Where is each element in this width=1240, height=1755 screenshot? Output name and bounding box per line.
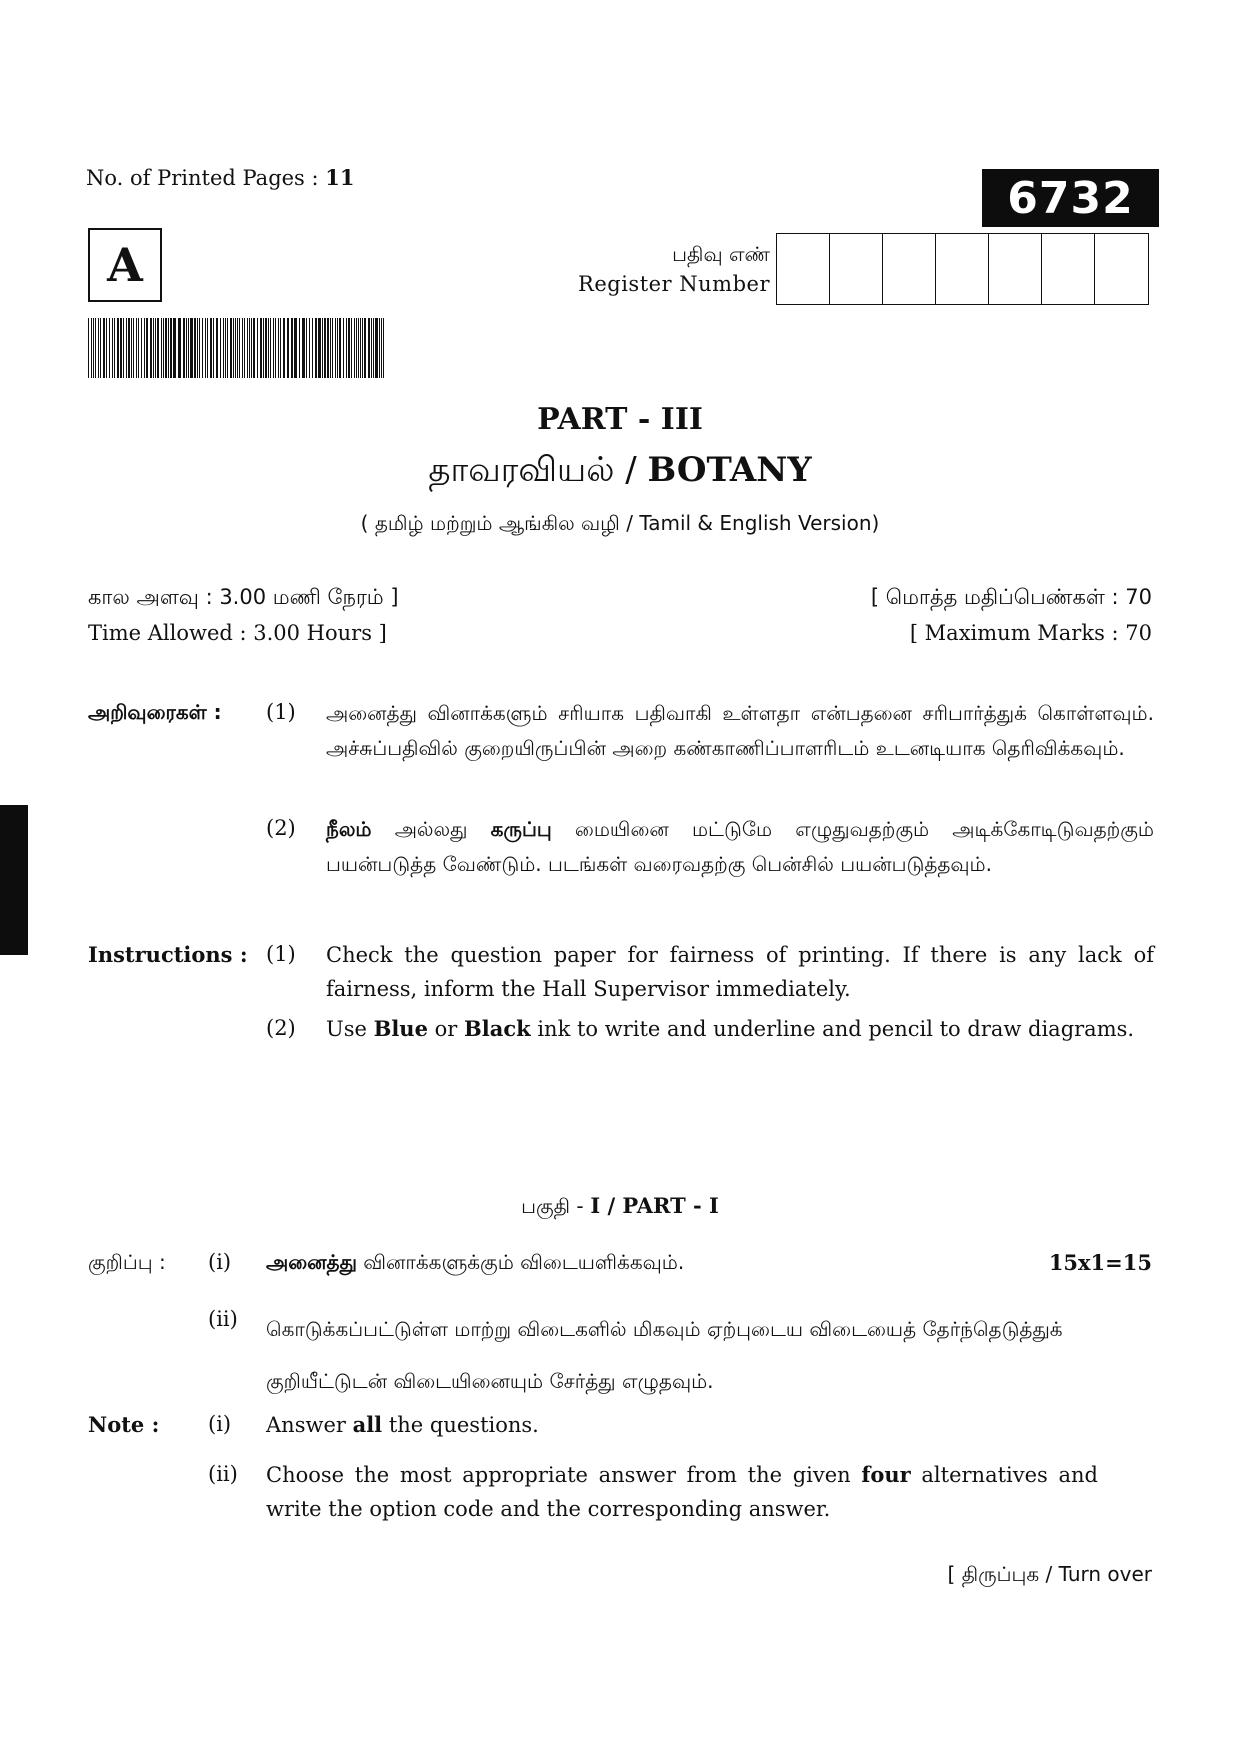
part-title: PART - III <box>537 402 703 437</box>
series-letter: A <box>88 228 162 302</box>
instructions-label-tamil: அறிவுரைகள் : <box>88 700 222 724</box>
version-line <box>0 511 1240 538</box>
subject-title-tamil: தாவரவியல் / <box>428 450 637 490</box>
instruction-pre: Use <box>326 1017 374 1041</box>
register-digit-box[interactable] <box>777 234 830 304</box>
note-label-english: Note : <box>88 1412 160 1437</box>
note-pre: Answer <box>266 1413 353 1437</box>
register-digit-box[interactable] <box>989 234 1042 304</box>
instruction-rest: மையினை மட்டுமே எழுதுவதற்கும் அடிக்கோடிடுவதற்கும் பயன்படுத்த வேண்டும். படங்கள் வரைவதற்கு பென்சில் பயன்படுத்தவும். <box>326 817 1154 876</box>
instruction-number: (2) <box>266 816 296 840</box>
note-number: (ii) <box>208 1462 238 1486</box>
subject-title-english: BOTANY <box>647 450 812 490</box>
register-digit-box[interactable] <box>830 234 883 304</box>
register-digit-box[interactable] <box>936 234 989 304</box>
turn-over-text: [ திருப்புக / Turn over <box>947 1562 1152 1586</box>
instruction-text-tamil-1: அனைத்து வினாக்களும் சரியாக பதிவாகி உள்ளதா என்பதனை சரிபார்த்துக் கொள்ளவும். அச்சுப்பதிவில் குறையிருப்பின் அறை கண்காணிப்பாளரிடம் உடனடியாக தெரிவிக்கவும். <box>326 701 1154 760</box>
ink-blue: Blue <box>373 1016 428 1041</box>
section-heading-english: I / PART - I <box>590 1193 719 1218</box>
instruction-text-english-1: Check the question paper for fairness of printing. If there is any lack of fairness, inform the Hall Supervisor immediately. <box>326 943 1154 1001</box>
note-rest-tamil: வினாக்களுக்கும் விடையளிக்கவும். <box>356 1250 685 1274</box>
printed-pages-label: No. of Printed Pages : <box>86 166 319 190</box>
note-rest: the questions. <box>382 1413 539 1437</box>
instruction-text-english-2 <box>326 1012 1154 1046</box>
printed-pages <box>86 165 355 190</box>
conjunction: or <box>427 1017 464 1041</box>
note-number: (i) <box>208 1250 232 1274</box>
max-marks-tamil: [ மொத்த மதிப்பெண்கள் : 70 <box>870 585 1152 609</box>
section-heading <box>0 1193 1240 1221</box>
register-digit-box[interactable] <box>1095 234 1148 304</box>
register-digit-box[interactable] <box>1042 234 1095 304</box>
instruction-number: (1) <box>266 942 296 966</box>
note-bold: all <box>352 1412 383 1437</box>
barcode-icon <box>88 318 384 378</box>
section-marks: 15x1=15 <box>1048 1250 1152 1275</box>
turn-over <box>948 1562 1152 1589</box>
register-label-tamil: பதிவு எண் <box>672 242 770 266</box>
subject-title <box>0 450 1240 494</box>
instruction-number: (2) <box>266 1016 296 1040</box>
note-rest: alternatives and write the option code and the corresponding answer. <box>266 1463 1098 1521</box>
instructions-label-english: Instructions : <box>88 942 248 967</box>
paper-code: 6732 <box>982 169 1159 227</box>
note-bold: four <box>861 1462 911 1487</box>
note-bold-tamil: அனைத்து <box>266 1250 357 1274</box>
instruction-number: (1) <box>266 700 296 724</box>
note-pre: Choose the most appropriate answer from the given <box>266 1463 862 1487</box>
section-heading-tamil: பகுதி - <box>521 1194 584 1218</box>
note-text-tamil-1 <box>266 1250 684 1277</box>
ink-black: Black <box>463 1016 531 1041</box>
note-text-tamil-2: கொடுக்கப்பட்டுள்ள மாற்று விடைகளில் மிகவும் ஏற்புடைய விடையைத் தேர்ந்தெடுத்துக் குறியீட்டுடன் விடையினையும் சேர்த்து எழுதவும். <box>266 1317 1063 1393</box>
register-label-english: Register Number <box>578 272 770 296</box>
time-allowed-english: Time Allowed : 3.00 Hours ] <box>88 621 387 645</box>
conjunction: அல்லது <box>371 817 491 841</box>
ink-blue-tamil: நீலம் <box>326 817 372 841</box>
note-text-english-2 <box>266 1458 1098 1526</box>
register-digit-box[interactable] <box>883 234 936 304</box>
note-label-tamil: குறிப்பு : <box>88 1250 166 1274</box>
printed-pages-value: 11 <box>325 165 355 190</box>
note-number: (ii) <box>208 1307 238 1331</box>
note-number: (i) <box>208 1412 232 1436</box>
instruction-rest: ink to write and underline and pencil to draw diagrams. <box>530 1017 1135 1041</box>
register-number-boxes[interactable] <box>776 233 1149 305</box>
ink-black-tamil: கருப்பு <box>490 817 552 841</box>
note-text-english-1 <box>266 1412 539 1437</box>
max-marks-english: [ Maximum Marks : 70 <box>909 621 1152 645</box>
margin-mark <box>0 805 28 955</box>
instruction-text-tamil-2 <box>326 812 1154 882</box>
version-text: ( தமிழ் மற்றும் ஆங்கில வழி / Tamil & English Version) <box>360 511 880 535</box>
time-allowed-tamil: கால அளவு : 3.00 மணி நேரம் ] <box>88 585 399 609</box>
